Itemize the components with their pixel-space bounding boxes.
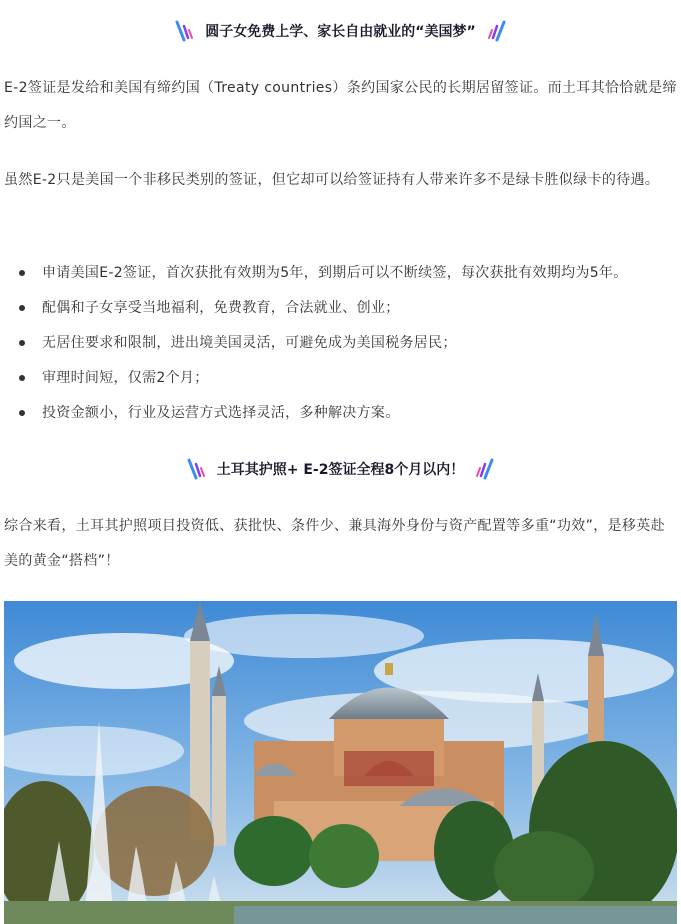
list-item: 投资金额小，行业及运营方式选择灵活，多种解决方案。 (0, 396, 681, 431)
bullet-dot (19, 410, 25, 416)
list-item: 配偶和子女享受当地福利，免费教育，合法就业、创业； (0, 291, 681, 326)
heading-text: 圆子女免费上学、家长自由就业的“美国梦” (205, 24, 476, 40)
list-item: 申请美国E-2签证，首次获批有效期为5年，到期后可以不断续签，每次获批有效期均为5年。 (0, 256, 681, 291)
section-heading-1 (0, 19, 681, 43)
bullet-dot (19, 305, 25, 311)
list-item: 无居住要求和限制，进出境美国灵活，可避免成为美国税务居民； (0, 326, 681, 361)
bullet-dot (19, 375, 25, 381)
benefit-paragraph: 虽然E-2只是美国一个非移民类别的签证，但它却可以给签证持有人带来许多不是绿卡胜似绿卡的待遇。 (4, 172, 660, 188)
benefit-list (0, 256, 681, 431)
sparkle-left-icon (185, 458, 207, 480)
bullet-dot (19, 270, 25, 276)
list-item: 审理时间短，仅需2个月； (0, 361, 681, 396)
intro-paragraph: E-2签证是发给和美国有缔约国（Treaty countries）条约国家公民的长期居留签证。而土耳其恰恰就是缔约国之一。 (4, 80, 677, 131)
bullet-dot (19, 340, 25, 346)
heading-text: 土耳其护照+ E-2签证全程8个月以内！ (216, 462, 465, 478)
section-heading-2 (0, 457, 681, 481)
summary-paragraph: 综合来看，土耳其护照项目投资低、获批快、条件少、兼具海外身份与资产配置等多重“功效”，是移英赴美的黄金“搭档”！ (4, 518, 665, 569)
sparkle-right-icon (474, 458, 496, 480)
sparkle-right-icon (486, 20, 508, 42)
hagia-sophia-photo (4, 601, 677, 924)
sparkle-left-icon (173, 20, 195, 42)
